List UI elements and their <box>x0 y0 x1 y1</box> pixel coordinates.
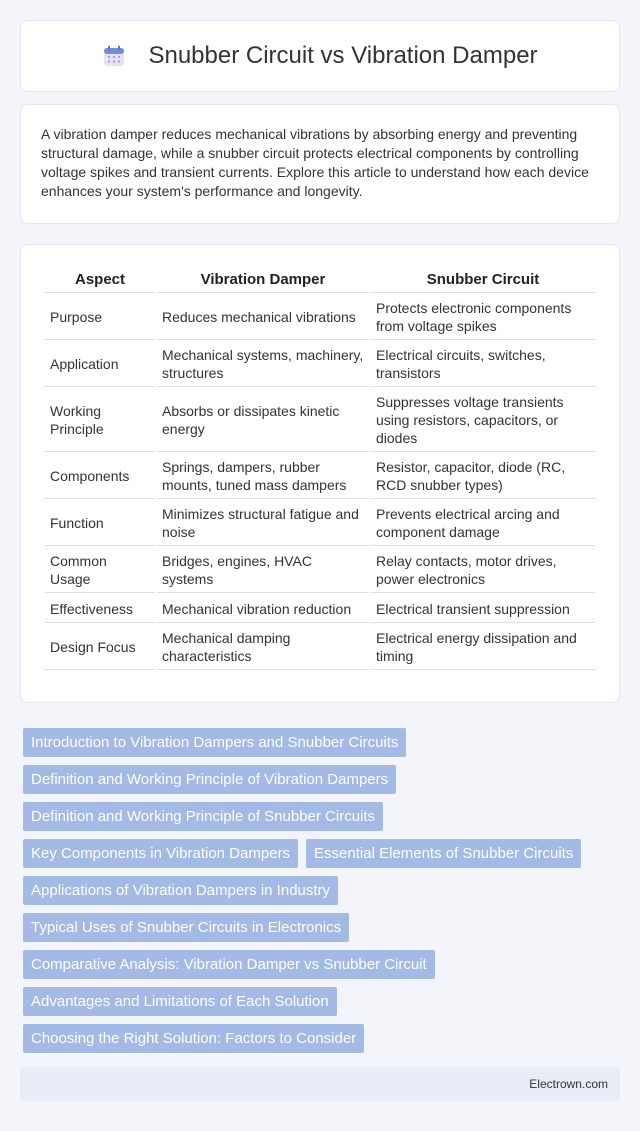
table-cell: Mechanical damping characteristics <box>157 625 369 670</box>
topic-link[interactable]: Advantages and Limitations of Each Solution <box>23 987 337 1016</box>
table-cell: Purpose <box>45 295 155 340</box>
table-cell: Relay contacts, motor drives, power electronics <box>371 548 595 593</box>
table-cell: Prevents electrical arcing and component damage <box>371 501 595 546</box>
topic-link[interactable]: Choosing the Right Solution: Factors to Consider <box>23 1024 364 1053</box>
table-row <box>45 295 595 340</box>
footer <box>20 1067 620 1101</box>
table-row <box>45 548 595 593</box>
table-cell: Protects electronic components from voltage spikes <box>371 295 595 340</box>
header-snubber-circuit: Snubber Circuit <box>371 267 595 293</box>
topic-link[interactable]: Applications of Vibration Dampers in Industry <box>23 876 338 905</box>
table-header-row <box>45 267 595 293</box>
comparison-table <box>43 265 597 672</box>
topic-link[interactable]: Definition and Working Principle of Snubber Circuits <box>23 802 383 831</box>
table-cell: Mechanical systems, machinery, structures <box>157 342 369 387</box>
table-cell: Application <box>45 342 155 387</box>
intro-text: A vibration damper reduces mechanical vibrations by absorbing energy and preventing structural damage, while a snubber circuit protects electrical components by controlling voltage spikes and transient currents. Explore this article to understand how each device enhances your system's performance and longevity. <box>41 126 589 199</box>
table-cell: Electrical circuits, switches, transistors <box>371 342 595 387</box>
topic-link[interactable]: Typical Uses of Snubber Circuits in Electronics <box>23 913 349 942</box>
table-cell: Absorbs or dissipates kinetic energy <box>157 389 369 452</box>
table-cell: Function <box>45 501 155 546</box>
comparison-table-card <box>20 244 620 703</box>
intro-card <box>20 104 620 224</box>
topic-link[interactable]: Definition and Working Principle of Vibration Dampers <box>23 765 396 794</box>
topic-links <box>23 728 623 1061</box>
topic-link[interactable]: Essential Elements of Snubber Circuits <box>306 839 581 868</box>
topic-link[interactable]: Key Components in Vibration Dampers <box>23 839 298 868</box>
topic-link[interactable]: Comparative Analysis: Vibration Damper vs Snubber Circuit <box>23 950 435 979</box>
table-cell: Effectiveness <box>45 595 155 623</box>
table-row <box>45 454 595 499</box>
table-cell: Bridges, engines, HVAC systems <box>157 548 369 593</box>
calendar-icon <box>102 44 126 68</box>
table-cell: Common Usage <box>45 548 155 593</box>
page-title: Snubber Circuit vs Vibration Damper <box>148 42 538 69</box>
table-cell: Suppresses voltage transients using resistors, capacitors, or diodes <box>371 389 595 452</box>
table-cell: Working Principle <box>45 389 155 452</box>
table-cell: Design Focus <box>45 625 155 670</box>
topic-link[interactable]: Introduction to Vibration Dampers and Snubber Circuits <box>23 728 406 757</box>
table-row <box>45 501 595 546</box>
table-row <box>45 389 595 452</box>
table-cell: Resistor, capacitor, diode (RC, RCD snubber types) <box>371 454 595 499</box>
table-cell: Reduces mechanical vibrations <box>157 295 369 340</box>
table-cell: Electrical transient suppression <box>371 595 595 623</box>
table-cell: Components <box>45 454 155 499</box>
header-aspect: Aspect <box>45 267 155 293</box>
table-row <box>45 342 595 387</box>
table-cell: Springs, dampers, rubber mounts, tuned mass dampers <box>157 454 369 499</box>
table-row <box>45 595 595 623</box>
table-cell: Electrical energy dissipation and timing <box>371 625 595 670</box>
table-cell: Mechanical vibration reduction <box>157 595 369 623</box>
table-cell: Minimizes structural fatigue and noise <box>157 501 369 546</box>
footer-site-name[interactable]: Electrown.com <box>529 1077 608 1091</box>
table-row <box>45 625 595 670</box>
title-card <box>20 20 620 92</box>
header-vibration-damper: Vibration Damper <box>157 267 369 293</box>
